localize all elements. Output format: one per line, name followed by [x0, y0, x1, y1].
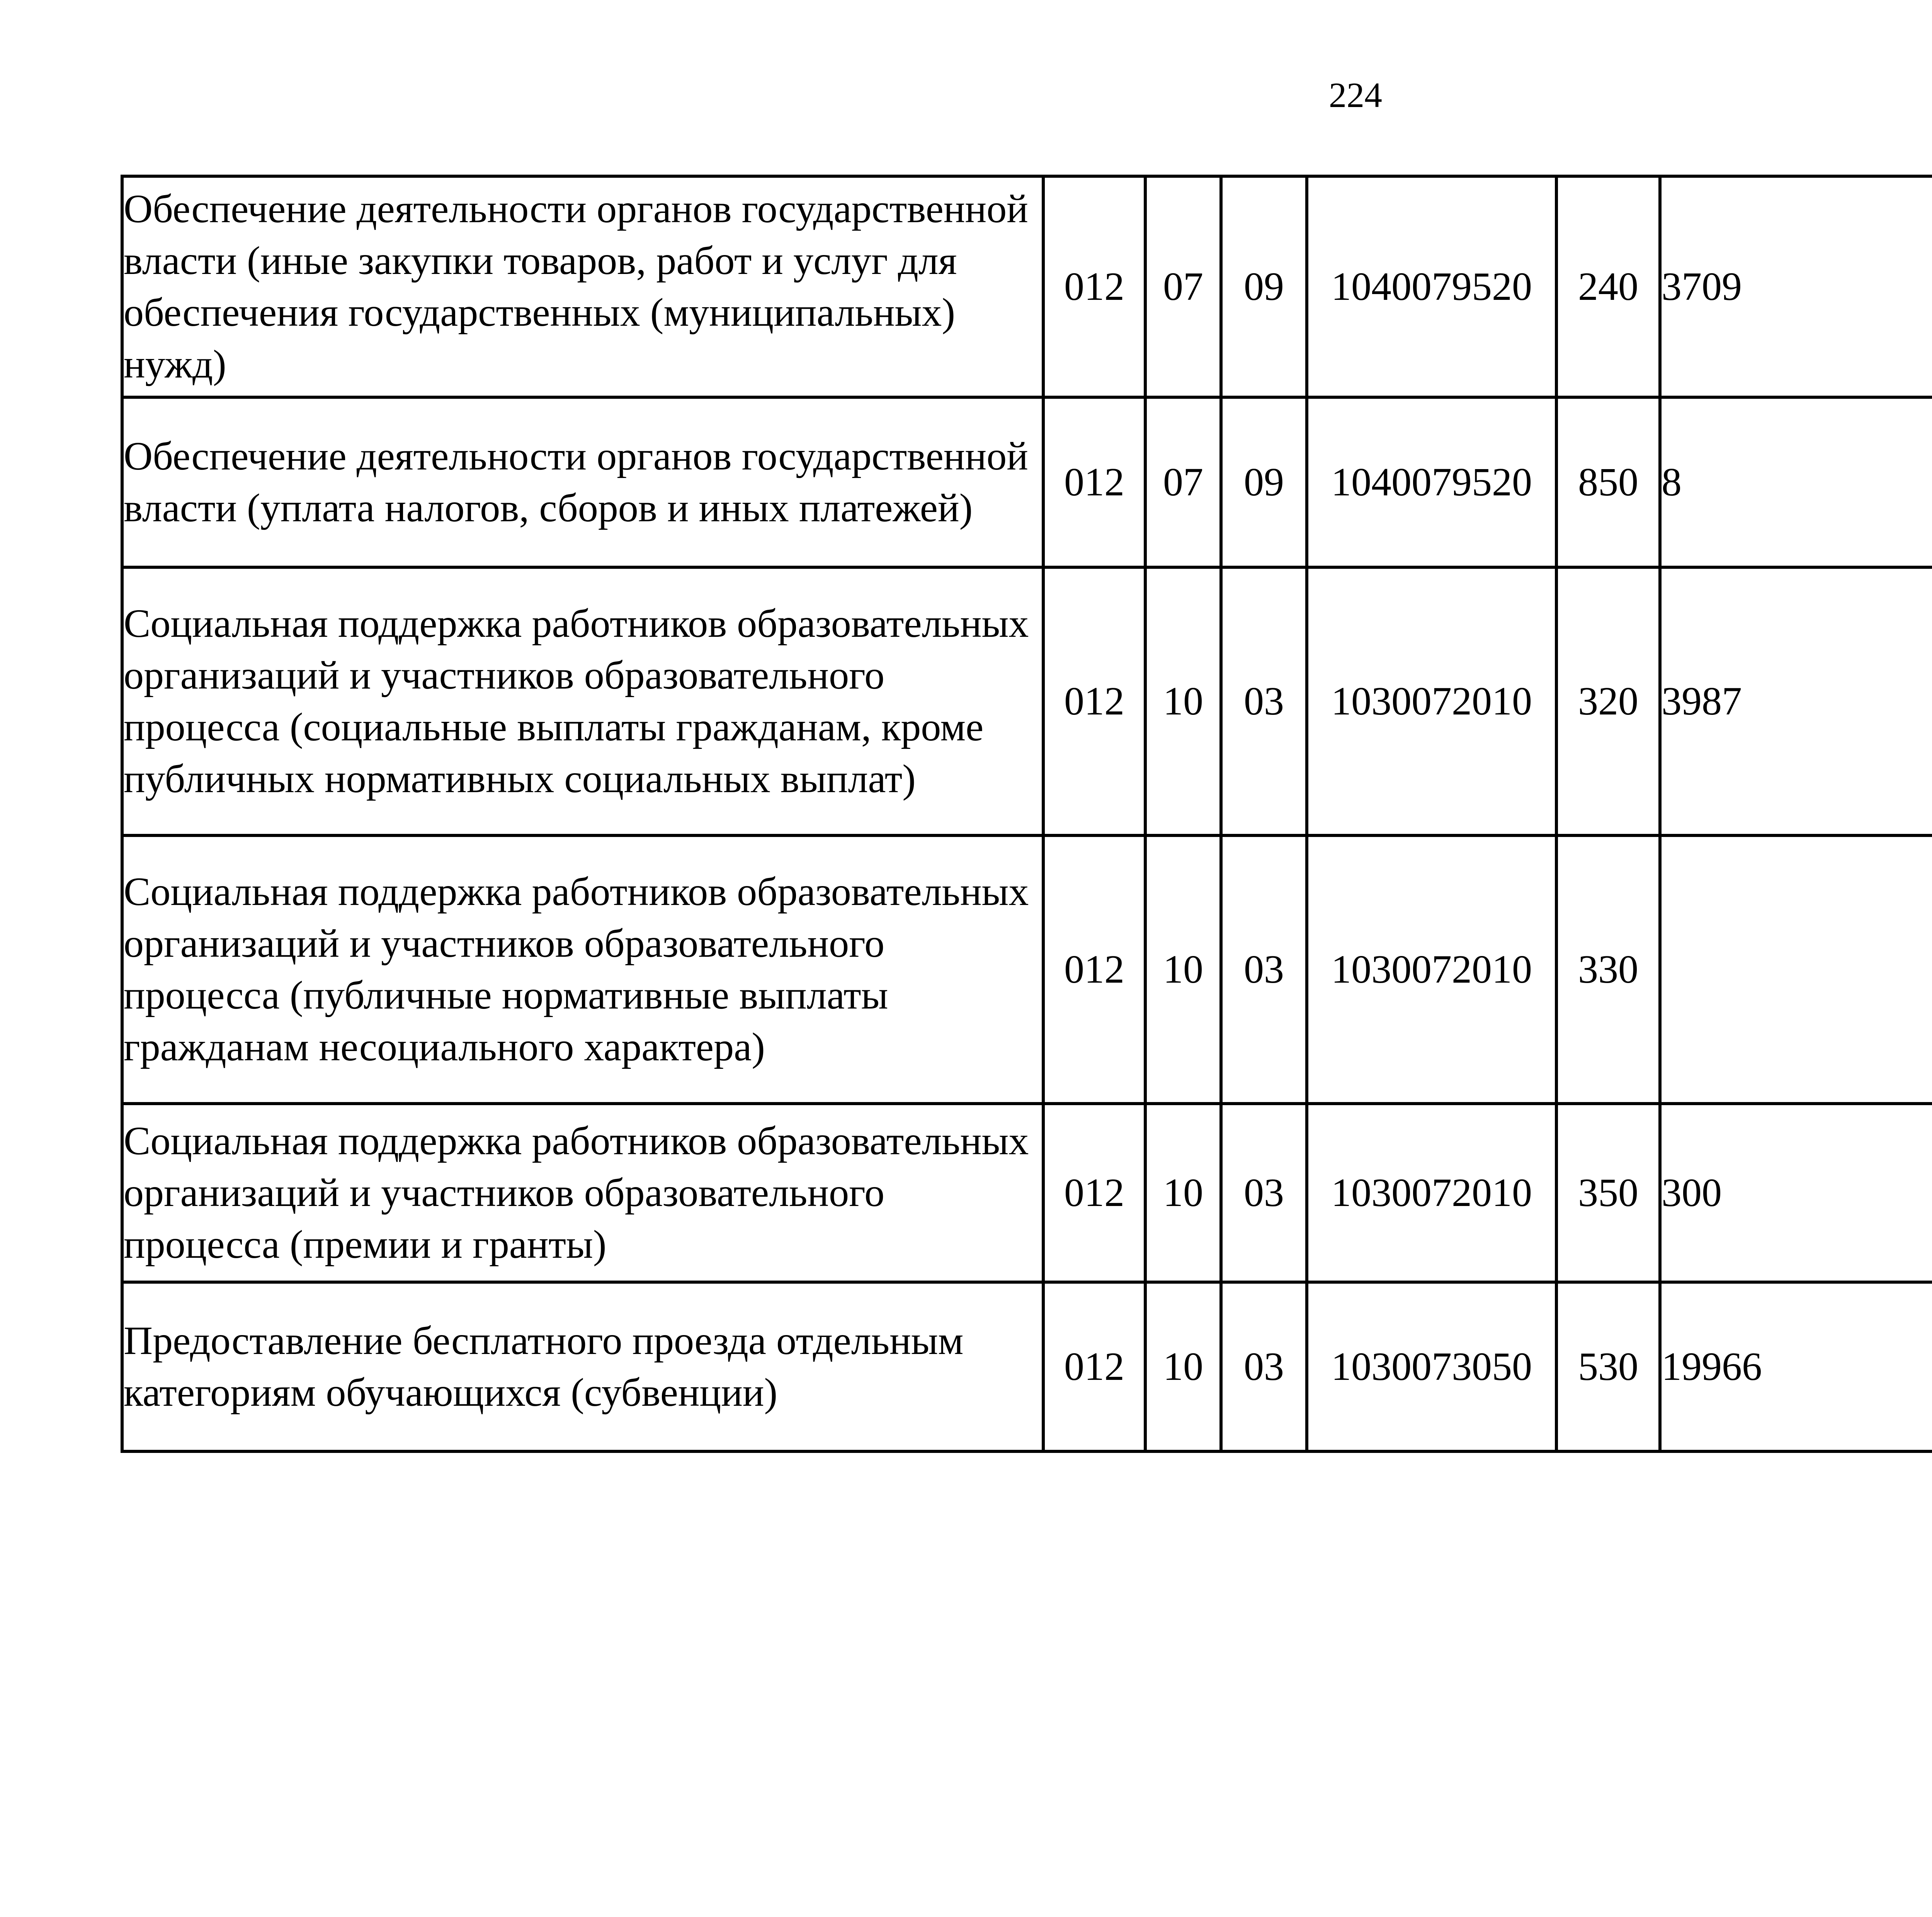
ministry-code-cell: 012 [1043, 567, 1145, 835]
budget-allocation-table [121, 175, 1932, 1453]
target-item-cell: 1030072010 [1307, 1104, 1556, 1282]
target-item-cell: 1040079520 [1307, 397, 1556, 567]
expense-type-cell: 240 [1556, 176, 1660, 397]
ministry-code-cell: 012 [1043, 176, 1145, 397]
ministry-code-cell: 012 [1043, 1104, 1145, 1282]
expense-name-cell: Обеспечение деятельности органов государственной власти (иные закупки товаров, работ и услуг для обеспечения государственных (муниципальных) нужд) [122, 176, 1043, 397]
section-code-cell: 10 [1145, 835, 1221, 1104]
subsection-code-cell: 03 [1221, 1282, 1307, 1451]
table-row [122, 1104, 1932, 1282]
expense-name-cell: Социальная поддержка работников образовательных организаций и участников образовательного процесса (публичные нормативные выплаты гражданам несоциального характера) [122, 835, 1043, 1104]
expense-type-cell: 330 [1556, 835, 1660, 1104]
table-row [122, 1282, 1932, 1451]
expense-name-cell: Социальная поддержка работников образовательных организаций и участников образовательного процесса (премии и гранты) [122, 1104, 1043, 1282]
table-row [122, 176, 1932, 397]
ministry-code-cell: 012 [1043, 1282, 1145, 1451]
section-code-cell: 07 [1145, 176, 1221, 397]
ministry-code-cell: 012 [1043, 835, 1145, 1104]
table-row [122, 567, 1932, 835]
subsection-code-cell: 09 [1221, 176, 1307, 397]
expense-name-cell: Обеспечение деятельности органов государственной власти (уплата налогов, сборов и иных платежей) [122, 397, 1043, 567]
subsection-code-cell: 03 [1221, 567, 1307, 835]
target-item-cell: 1030072010 [1307, 835, 1556, 1104]
section-code-cell: 10 [1145, 1282, 1221, 1451]
amount-year1-cell: 8 [1660, 397, 1932, 567]
expense-name-cell: Предоставление бесплатного проезда отдельным категориям обучающихся (субвенции) [122, 1282, 1043, 1451]
subsection-code-cell: 03 [1221, 1104, 1307, 1282]
expense-type-cell: 350 [1556, 1104, 1660, 1282]
section-code-cell: 10 [1145, 567, 1221, 835]
page-number: 224 [1329, 75, 1382, 115]
target-item-cell: 1040079520 [1307, 176, 1556, 397]
amount-year1-cell: 300 [1660, 1104, 1932, 1282]
expense-name-cell: Социальная поддержка работников образовательных организаций и участников образовательного процесса (социальные выплаты гражданам, кроме публичных нормативных социальных выплат) [122, 567, 1043, 835]
subsection-code-cell: 09 [1221, 397, 1307, 567]
ministry-code-cell: 012 [1043, 397, 1145, 567]
target-item-cell: 1030073050 [1307, 1282, 1556, 1451]
target-item-cell: 1030072010 [1307, 567, 1556, 835]
section-code-cell: 10 [1145, 1104, 1221, 1282]
table-row [122, 397, 1932, 567]
amount-year1-cell: 3709 [1660, 176, 1932, 397]
subsection-code-cell: 03 [1221, 835, 1307, 1104]
section-code-cell: 07 [1145, 397, 1221, 567]
amount-year1-cell [1660, 835, 1932, 1104]
amount-year1-cell: 19966 [1660, 1282, 1932, 1451]
table-row [122, 835, 1932, 1104]
expense-type-cell: 320 [1556, 567, 1660, 835]
expense-type-cell: 850 [1556, 397, 1660, 567]
amount-year1-cell: 3987 [1660, 567, 1932, 835]
expense-type-cell: 530 [1556, 1282, 1660, 1451]
